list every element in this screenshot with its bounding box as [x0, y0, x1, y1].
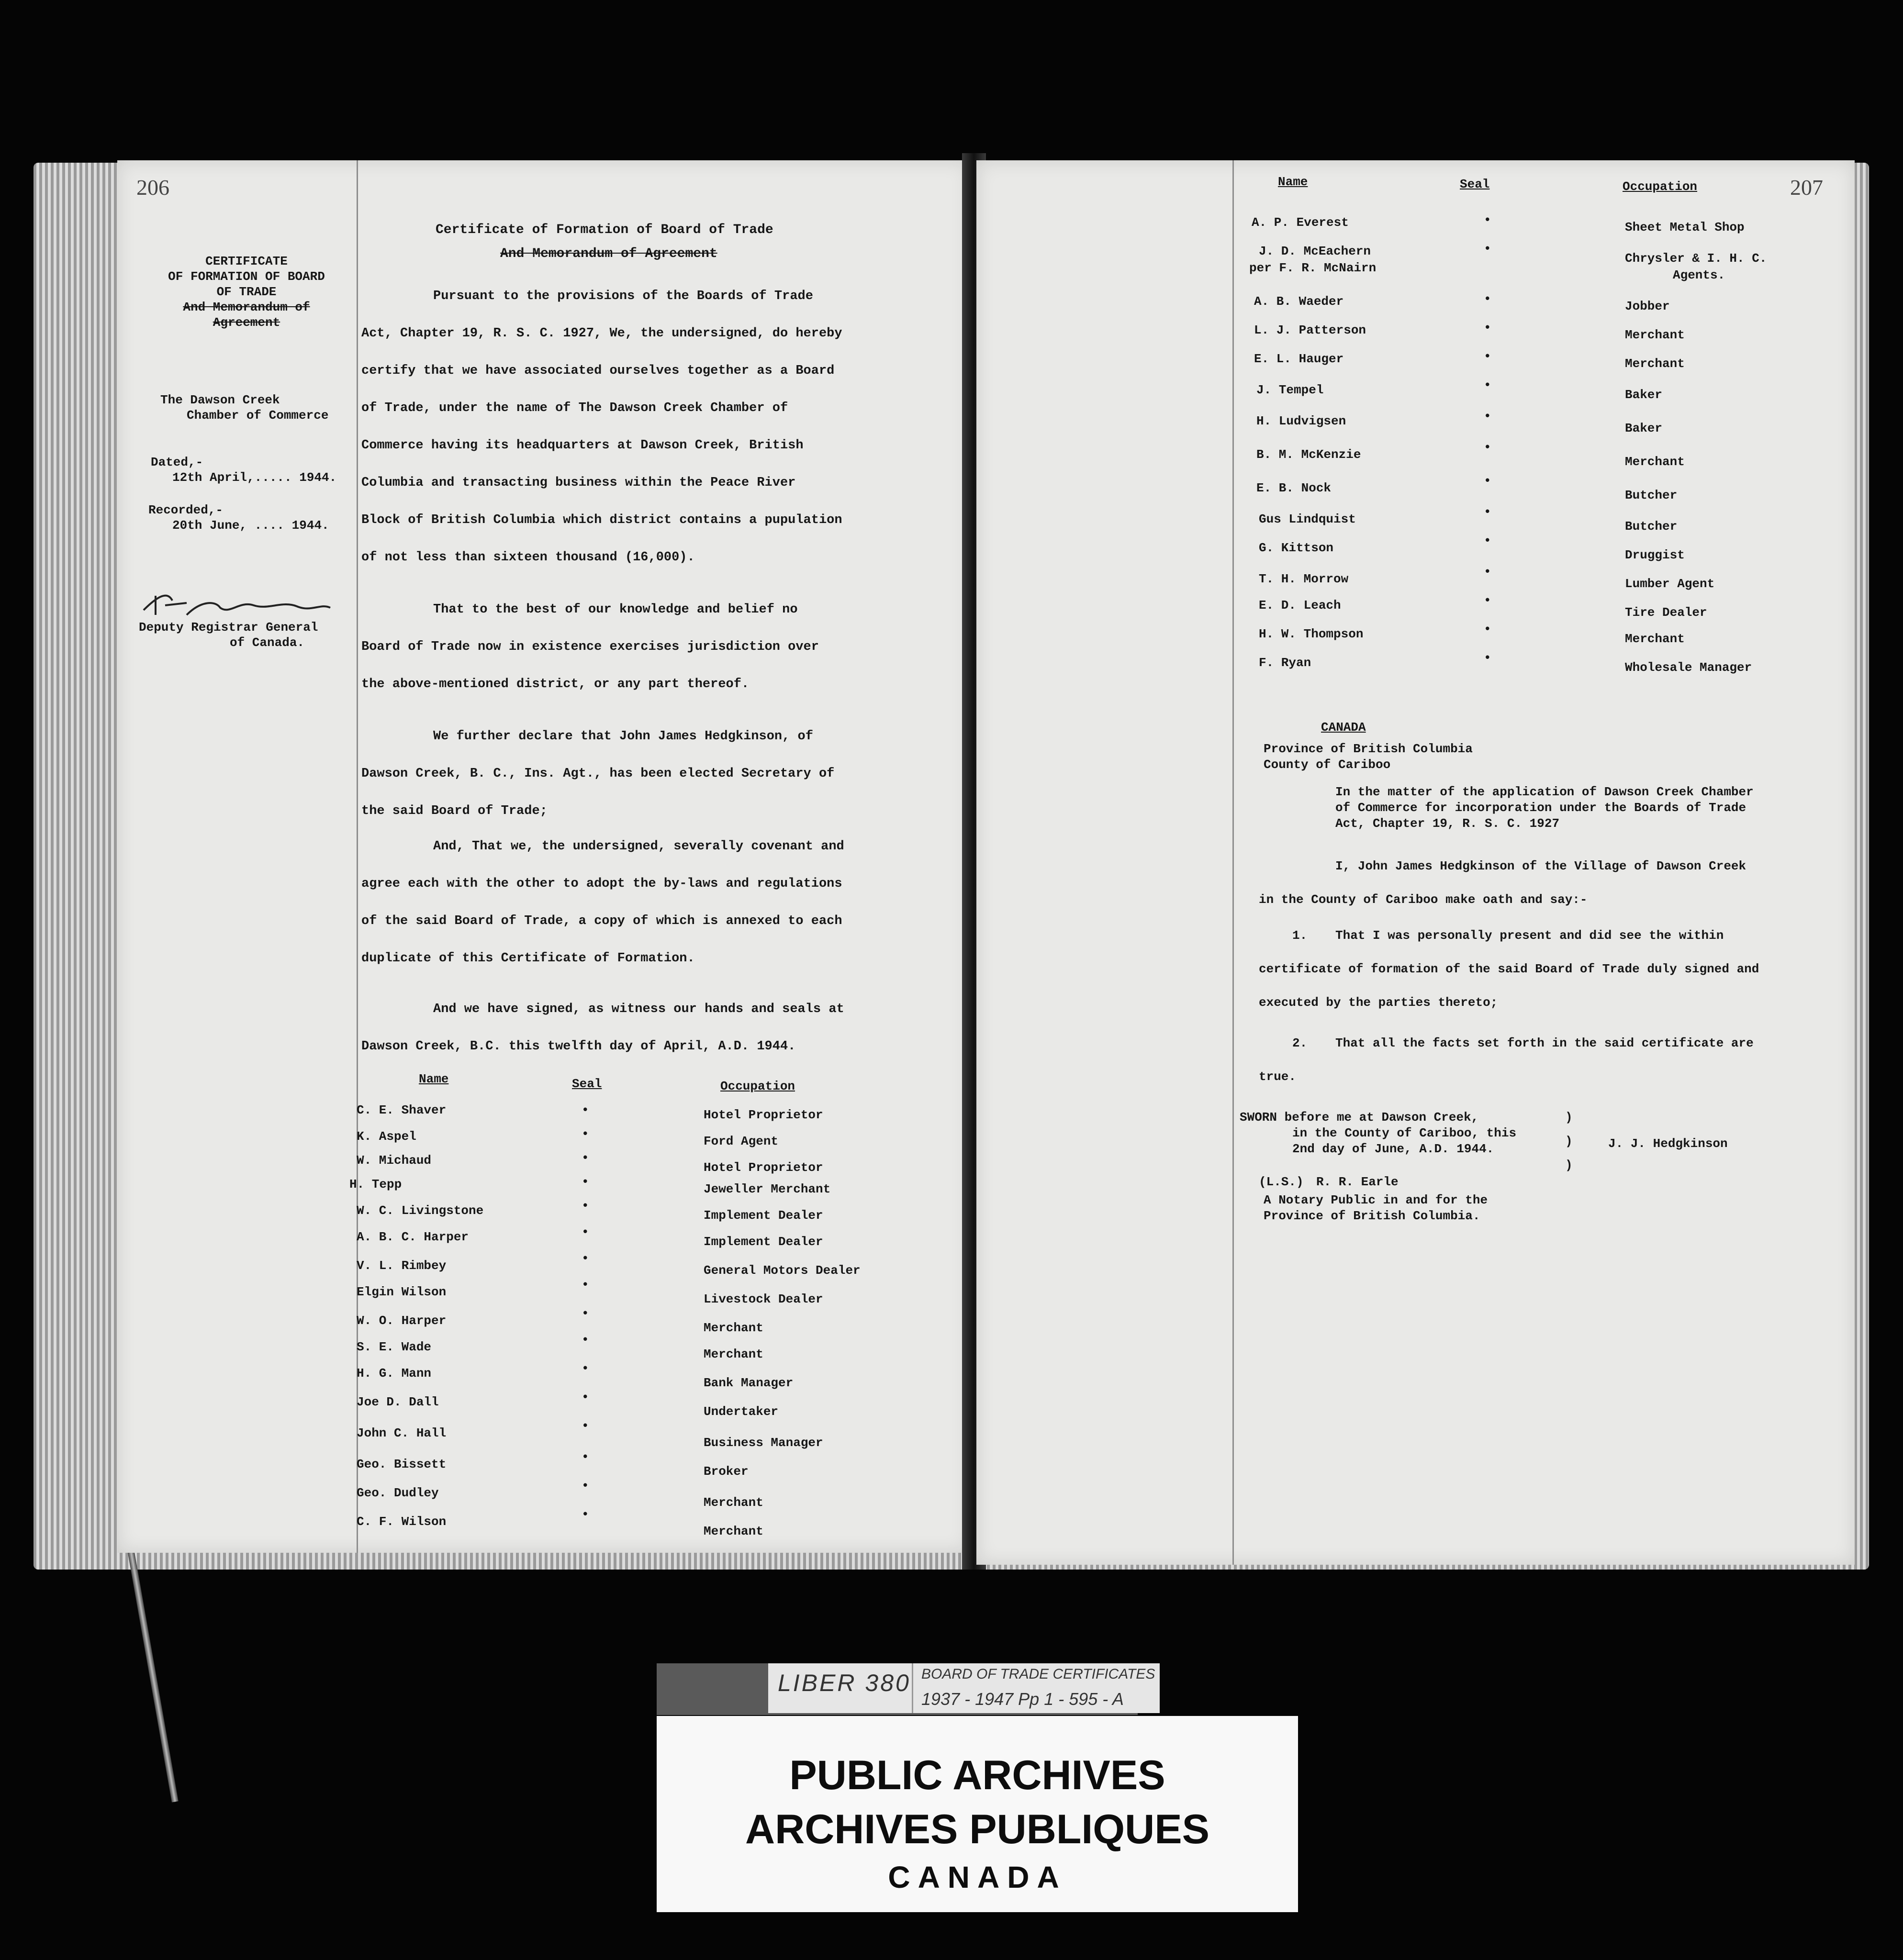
column-header-seal: Seal: [1460, 177, 1490, 191]
text-line: of Trade, under the name of The Dawson Creek Chamber of: [361, 401, 788, 415]
seal-mark: •: [582, 1361, 589, 1376]
signatory-name: Joe D. Dall: [357, 1395, 439, 1409]
dated-value: 12th April,..... 1944.: [172, 470, 337, 485]
seal-mark: •: [582, 1251, 589, 1266]
text-line: certify that we have associated ourselves together as a Board: [361, 364, 835, 378]
bracket: ): [1565, 1110, 1573, 1125]
recorded-value: 20th June, .... 1944.: [172, 518, 329, 533]
right-page: [976, 160, 1855, 1565]
signatory-name: K. Aspel: [357, 1129, 416, 1144]
signatory-name: E. D. Leach: [1259, 598, 1341, 612]
signatory-occupation: Ford Agent: [704, 1134, 779, 1148]
seal-mark: •: [1484, 651, 1491, 665]
signatory-occupation: Baker: [1625, 421, 1663, 435]
signatory-occupation: Merchant: [704, 1524, 763, 1538]
paragraph-bylaws: [361, 828, 888, 977]
signatory-name: W. Michaud: [357, 1153, 432, 1168]
signatory-occupation: Merchant: [1625, 632, 1685, 646]
signatory-name: E. B. Nock: [1256, 481, 1332, 495]
signatory-name: C. F. Wilson: [357, 1515, 447, 1529]
signatory-occupation-cont: Agents.: [1673, 268, 1725, 282]
signatory-occupation: Jobber: [1625, 299, 1670, 313]
margin-rule: [1232, 160, 1234, 1565]
text-line: of not less than sixteen thousand (16,000).: [361, 550, 695, 565]
text-line: agree each with the other to adopt the by-laws and regulations: [361, 877, 842, 891]
document-title-struck: And Memorandum of Agreement: [500, 246, 717, 261]
handwritten-tag: [768, 1663, 1160, 1713]
sworn-text: in the County of Cariboo, this: [1292, 1126, 1517, 1140]
signatory-occupation: Merchant: [704, 1321, 763, 1335]
signatory-name: Gus Lindquist: [1259, 512, 1356, 526]
seal-mark: •: [1484, 292, 1491, 306]
column-header-seal: Seal: [572, 1077, 602, 1091]
seal-mark: •: [1484, 378, 1491, 392]
seal-mark: •: [582, 1199, 589, 1213]
text-line: Commerce having its headquarters at Dawson Creek, British: [361, 438, 804, 453]
signatory-name: F. Ryan: [1259, 656, 1311, 670]
signatory-name: A. B. C. Harper: [357, 1230, 469, 1244]
item-number: 1.: [1292, 928, 1308, 943]
tag-description: BOARD OF TRADE CERTIFICATES: [921, 1666, 1155, 1682]
signatory-occupation: Merchant: [1625, 328, 1685, 342]
affidavit-item: That I was personally present and did see the within: [1335, 928, 1724, 943]
signatory-occupation: Baker: [1625, 388, 1663, 402]
margin-heading-line: CERTIFICATE: [205, 254, 288, 268]
affidavit-province: Province of British Columbia: [1264, 742, 1473, 756]
signatory-occupation: Butcher: [1625, 519, 1678, 534]
paragraph-pursuant: [361, 278, 888, 576]
signatory-occupation: Merchant: [704, 1347, 763, 1361]
seal-mark: •: [1484, 349, 1491, 364]
affidavit-matter: In the matter of the application of Dawson Creek Chamber: [1335, 785, 1754, 799]
affidavit-country: CANADA: [1321, 720, 1366, 735]
seal-mark: •: [1484, 534, 1491, 548]
dated-label: Dated,-: [151, 455, 203, 469]
signatory-occupation: General Motors Dealer: [704, 1263, 861, 1278]
seal-mark: •: [1484, 593, 1491, 608]
signatory-name: V. L. Rimbey: [357, 1258, 447, 1273]
seal-mark: •: [582, 1450, 589, 1464]
seal-mark: •: [1484, 242, 1491, 256]
seal-mark: •: [1484, 505, 1491, 519]
margin-recorded: [148, 502, 329, 533]
left-page: [117, 160, 969, 1553]
column-header-occupation: Occupation: [1623, 179, 1698, 194]
text-line: And, That we, the undersigned, severally covenant and: [433, 839, 844, 854]
seal-mark: •: [582, 1175, 589, 1189]
item-number: 2.: [1292, 1036, 1308, 1050]
text-line: Columbia and transacting business within the Peace River: [361, 476, 796, 490]
signatory-occupation: Undertaker: [704, 1404, 779, 1419]
registrar-title: of Canada.: [230, 635, 305, 650]
recorded-label: Recorded,-: [148, 503, 224, 517]
seal-mark: •: [1484, 440, 1491, 455]
signatory-name: H. Tepp: [349, 1177, 402, 1192]
affidavit-item: true.: [1259, 1069, 1297, 1084]
text-line: Act, Chapter 19, R. S. C. 1927, We, the undersigned, do hereby: [361, 326, 842, 341]
bracket: ): [1565, 1158, 1573, 1172]
signatory-name-proxy: per F. R. McNairn: [1249, 261, 1377, 275]
signatory-occupation: Bank Manager: [704, 1376, 794, 1390]
text-line: Dawson Creek, B.C. this twelfth day of April, A.D. 1944.: [361, 1039, 796, 1054]
signatory-name: Geo. Dudley: [357, 1486, 439, 1500]
seal-mark: •: [1484, 213, 1491, 227]
seal-mark: •: [1484, 622, 1491, 636]
text-line: of the said Board of Trade, a copy of which is annexed to each: [361, 914, 842, 928]
signatory-name: Geo. Bissett: [357, 1457, 447, 1471]
signatory-name: A. B. Waeder: [1254, 294, 1344, 309]
signatory-name: W. O. Harper: [357, 1314, 447, 1328]
signatory-name: S. E. Wade: [357, 1340, 432, 1354]
seal-mark: •: [582, 1333, 589, 1347]
seal-ls: (L.S.): [1259, 1175, 1304, 1189]
signatory-occupation: Lumber Agent: [1625, 577, 1715, 591]
signatory-occupation: Chrysler & I. H. C.: [1625, 251, 1767, 266]
affidavit-item: executed by the parties thereto;: [1259, 995, 1498, 1010]
seal-mark: •: [582, 1390, 589, 1404]
column-header-name: Name: [1278, 175, 1308, 189]
seal-mark: •: [582, 1278, 589, 1292]
sworn-text: 2nd day of June, A.D. 1944.: [1292, 1142, 1494, 1156]
text-line: the said Board of Trade;: [361, 804, 548, 818]
seal-mark: •: [582, 1225, 589, 1239]
signatory-name: B. M. McKenzie: [1256, 447, 1361, 462]
signatory-occupation: Tire Dealer: [1625, 605, 1707, 620]
archives-title-en: PUBLIC ARCHIVES: [789, 1752, 1165, 1798]
margin-heading-struck: And Memorandum of: [183, 300, 310, 314]
registrar-signature: [139, 586, 335, 624]
signatory-name: J. Tempel: [1256, 383, 1324, 397]
margin-heading-line: OF FORMATION OF BOARD: [168, 269, 325, 284]
paragraph-secretary: [361, 718, 888, 830]
affidavit-matter: of Commerce for incorporation under the Boards of Trade: [1335, 801, 1746, 815]
signatory-name: W. C. Livingstone: [357, 1203, 484, 1218]
seal-mark: •: [582, 1479, 589, 1493]
seal-mark: •: [582, 1151, 589, 1165]
affidavit-item: That all the facts set forth in the said certificate are: [1335, 1036, 1754, 1050]
margin-heading-line: OF TRADE: [216, 285, 277, 299]
signatory-name: E. L. Hauger: [1254, 352, 1344, 366]
column-header-name: Name: [419, 1072, 449, 1086]
signatory-name: G. Kittson: [1259, 541, 1334, 555]
signatory-occupation: Implement Dealer: [704, 1235, 823, 1249]
paragraph-witness: [361, 991, 888, 1065]
seal-mark: •: [1484, 474, 1491, 488]
margin-registrar: [139, 620, 318, 650]
text-line: That to the best of our knowledge and belief no: [433, 602, 798, 617]
text-line: duplicate of this Certificate of Formation.: [361, 951, 695, 966]
signatory-occupation: Livestock Dealer: [704, 1292, 823, 1306]
signatory-name: Elgin Wilson: [357, 1285, 447, 1299]
page-number: 207: [1790, 175, 1823, 200]
signatory-occupation: Merchant: [1625, 356, 1685, 371]
text-line: Dawson Creek, B. C., Ins. Agt., has been elected Secretary of: [361, 767, 835, 781]
text-line: Pursuant to the provisions of the Boards of Trade: [433, 289, 813, 303]
margin-entity: [160, 392, 328, 423]
column-header-occupation: Occupation: [720, 1079, 795, 1093]
margin-heading-struck: Agreement: [213, 315, 280, 330]
affidavit-county: County of Cariboo: [1264, 757, 1391, 772]
margin-dated: [151, 455, 336, 485]
signatory-occupation: Sheet Metal Shop: [1625, 220, 1745, 234]
signatory-occupation: Druggist: [1625, 548, 1685, 562]
archives-country: CANADA: [888, 1860, 1067, 1894]
text-line: Block of British Columbia which district contains a pupulation: [361, 513, 842, 527]
affidavit-intro: I, John James Hedgkinson of the Village of Dawson Creek: [1335, 859, 1746, 873]
signatory-name: H. W. Thompson: [1259, 627, 1364, 641]
seal-mark: •: [582, 1419, 589, 1433]
public-archives-card: [657, 1716, 1298, 1912]
margin-entity-line: Chamber of Commerce: [187, 408, 329, 423]
signatory-occupation: Wholesale Manager: [1625, 660, 1752, 675]
signatory-occupation: Hotel Proprietor: [704, 1160, 823, 1175]
signatory-occupation: Butcher: [1625, 488, 1678, 502]
signatory-occupation: Merchant: [704, 1495, 763, 1510]
affidavit-matter: Act, Chapter 19, R. S. C. 1927: [1335, 816, 1560, 831]
sworn-text: SWORN before me at Dawson Creek,: [1240, 1110, 1479, 1125]
signatory-name: J. D. McEachern: [1259, 244, 1371, 258]
notary-title: Province of British Columbia.: [1264, 1209, 1480, 1223]
signatory-occupation: Business Manager: [704, 1436, 823, 1450]
affidavit-intro: in the County of Cariboo make oath and say:-: [1259, 892, 1588, 907]
text-line: And we have signed, as witness our hands and seals at: [433, 1002, 844, 1016]
page-number: 206: [136, 175, 169, 200]
signatory-occupation: Jeweller Merchant: [704, 1182, 831, 1196]
document-title: Certificate of Formation of Board of Trade: [436, 223, 773, 237]
signatory-name: John C. Hall: [357, 1426, 447, 1440]
paragraph-jurisdiction: [361, 591, 888, 703]
signatory-name: A. P. Everest: [1252, 215, 1349, 230]
notary-name: R. R. Earle: [1316, 1175, 1399, 1189]
seal-mark: •: [1484, 409, 1491, 423]
signatory-name: H. Ludvigsen: [1256, 414, 1346, 428]
signatory-occupation: Hotel Proprietor: [704, 1108, 823, 1122]
seal-mark: •: [582, 1306, 589, 1321]
signatory-name: H. G. Mann: [357, 1366, 432, 1381]
text-line: We further declare that John James Hedgkinson, of: [433, 729, 813, 744]
signatory-name: C. E. Shaver: [357, 1103, 447, 1117]
seal-mark: •: [1484, 321, 1491, 335]
text-line: the above-mentioned district, or any part thereof.: [361, 677, 750, 691]
seal-mark: •: [582, 1127, 589, 1141]
tag-divider: [912, 1663, 913, 1713]
seal-mark: •: [1484, 565, 1491, 579]
signatory-name: T. H. Morrow: [1259, 572, 1349, 586]
signatory-occupation: Broker: [704, 1464, 749, 1479]
bracket: ): [1565, 1134, 1573, 1148]
registrar-title: Deputy Registrar General: [139, 620, 318, 635]
deponent-name: J. J. Hedgkinson: [1608, 1136, 1728, 1151]
tag-range: 1937 - 1947 Pp 1 - 595 - A: [921, 1689, 1124, 1709]
archives-title-fr: ARCHIVES PUBLIQUES: [745, 1806, 1210, 1852]
seal-mark: •: [582, 1507, 589, 1522]
signatory-name: L. J. Patterson: [1254, 323, 1366, 337]
margin-entity-line: The Dawson Creek: [160, 393, 280, 407]
text-line: Board of Trade now in existence exercises jurisdiction over: [361, 640, 819, 654]
seal-mark: •: [582, 1103, 589, 1117]
margin-heading: [146, 254, 347, 330]
signatory-occupation: Implement Dealer: [704, 1208, 823, 1223]
affidavit-item: certificate of formation of the said Board of Trade duly signed and: [1259, 962, 1759, 976]
notary-title: A Notary Public in and for the: [1264, 1193, 1488, 1207]
liber-number: LIBER 380: [778, 1670, 911, 1696]
signatory-occupation: Merchant: [1625, 455, 1685, 469]
